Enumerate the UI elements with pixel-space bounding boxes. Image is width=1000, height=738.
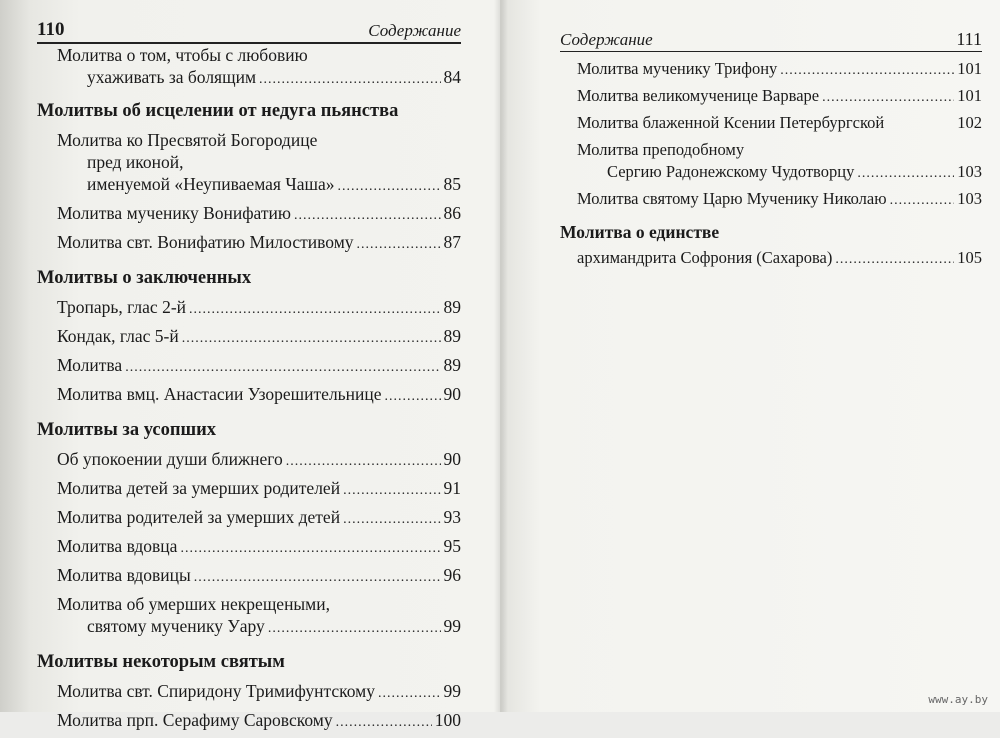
toc-entry-lastline <box>57 354 461 379</box>
toc-entry-lastline <box>57 296 461 321</box>
toc-section-heading: Молитвы некоторым святым <box>37 652 285 672</box>
dot-leader <box>835 249 954 271</box>
dot-leader <box>857 163 954 185</box>
toc-entry-title: Молитва мученику Вонифатию <box>57 203 291 223</box>
toc-entry-lastline <box>57 680 461 705</box>
toc-entry-title: Молитва вдовца <box>57 536 178 556</box>
dot-leader <box>343 480 440 502</box>
toc-page-number: 103 <box>957 162 982 181</box>
toc-entry-lastline <box>57 173 461 198</box>
dot-leader <box>780 60 954 82</box>
toc-entry-lastline <box>577 247 982 271</box>
toc-section-heading: Молитвы об исцелении от недуга пьянства <box>37 101 399 121</box>
toc-entry <box>37 296 461 321</box>
running-head-right <box>560 28 982 52</box>
toc-page-number: 91 <box>443 478 461 498</box>
toc-entry-lastline <box>577 85 982 109</box>
toc-entry <box>560 85 982 109</box>
toc-entry-line: Молитва преподобному <box>577 140 745 159</box>
toc-page-number: 99 <box>443 616 461 636</box>
dot-leader <box>385 386 441 408</box>
toc-entry-lastline <box>57 535 461 560</box>
toc-entry-title: Молитва детей за умерших родителей <box>57 478 341 498</box>
toc-entry-title: Об упокоении души ближнего <box>57 449 283 469</box>
toc-page-number: 100 <box>434 710 461 730</box>
dot-leader <box>268 618 441 640</box>
toc-entry <box>37 506 461 531</box>
dot-leader <box>337 176 440 198</box>
toc-entry-lastline <box>57 231 461 256</box>
toc-entry <box>37 709 461 734</box>
toc-entry-lastline <box>57 477 461 502</box>
toc-entry-lastline <box>577 58 982 82</box>
toc-entry-lastline <box>57 202 461 227</box>
running-title: Содержание <box>368 21 461 40</box>
toc-entry-title: Молитва вмц. Анастасии Узорешительнице <box>57 384 382 404</box>
toc-page-number: 84 <box>443 67 461 87</box>
toc-entry-title: Молитва святому Царю Мученику Николаю <box>577 189 887 208</box>
dot-leader <box>125 357 440 379</box>
toc-entry <box>560 247 982 271</box>
toc-page-number: 95 <box>443 536 461 556</box>
toc-entry-title: Молитва блаженной Ксении Петербургской <box>577 113 885 132</box>
toc-entry-line: пред иконой, <box>87 152 184 172</box>
book-gutter <box>494 0 508 712</box>
toc-page-number: 90 <box>443 449 461 469</box>
toc-entry <box>37 448 461 473</box>
toc-entry-title: Тропарь, глас 2-й <box>57 297 187 317</box>
toc-page-number: 87 <box>443 232 461 252</box>
toc-entry-title: Молитва <box>57 355 123 375</box>
toc-page-number: 101 <box>957 59 982 78</box>
toc-entry-title: Сергию Радонежскому Чудотворцу <box>607 162 855 181</box>
toc-entry-lastline <box>57 615 461 640</box>
toc-page-number: 89 <box>443 297 461 317</box>
toc-entry <box>560 112 982 136</box>
toc-section-heading: Молитвы о заключенных <box>37 268 252 288</box>
dot-leader <box>286 451 441 473</box>
toc-entry-lastline <box>57 325 461 350</box>
toc-entry <box>560 139 982 185</box>
toc-page-number: 103 <box>957 189 982 208</box>
toc-entry-lastline <box>577 188 982 212</box>
toc-entry-title: именуемой «Неупиваемая Чаша» <box>87 174 335 194</box>
toc-entry-title: Кондак, глас 5-й <box>57 326 179 346</box>
toc-list-left <box>37 44 461 738</box>
toc-entry <box>37 231 461 256</box>
toc-page-number: 86 <box>443 203 461 223</box>
toc-entry <box>37 129 461 198</box>
toc-entry <box>37 202 461 227</box>
dot-leader <box>294 205 441 227</box>
toc-entry <box>37 477 461 502</box>
left-page <box>0 0 500 730</box>
running-title: Содержание <box>560 30 653 49</box>
toc-entry-line: Молитва ко Пресвятой Богородице <box>57 130 318 150</box>
toc-page-number: 89 <box>443 326 461 346</box>
dot-leader <box>890 190 955 212</box>
toc-entry-title: Молитва прп. Серафиму Саровскому <box>57 710 333 730</box>
dot-leader <box>194 567 441 589</box>
toc-entry-lastline <box>57 506 461 531</box>
dot-leader <box>378 683 441 705</box>
toc-entry-lastline <box>57 383 461 408</box>
toc-page-number: 102 <box>957 113 982 132</box>
toc-entry-lastline <box>57 709 461 734</box>
toc-entry-lastline <box>577 161 982 185</box>
toc-entry-title: Молитва великомученице Варваре <box>577 86 820 105</box>
toc-entry <box>37 44 461 91</box>
toc-entry <box>37 593 461 640</box>
toc-entry <box>37 535 461 560</box>
toc-entry-title: Молитва вдовицы <box>57 565 191 585</box>
page-number: 110 <box>37 19 65 40</box>
toc-page-number: 105 <box>957 248 982 267</box>
running-head-left <box>37 10 461 44</box>
dot-leader <box>357 234 441 256</box>
dot-leader <box>822 87 954 109</box>
toc-entry <box>560 58 982 82</box>
toc-section-heading: Молитвы за усопших <box>37 420 217 440</box>
toc-entry-line: Молитва об умерших некрещеными, <box>57 594 331 614</box>
toc-entry-title: Молитва свт. Вонифатию Милостивому <box>57 232 354 252</box>
dot-leader <box>343 509 440 531</box>
toc-page-number: 99 <box>443 681 461 701</box>
toc-page-number: 89 <box>443 355 461 375</box>
watermark: www.ay.by <box>928 693 988 706</box>
toc-list-right <box>560 58 982 274</box>
toc-entry-title: архимандрита Софрония (Сахарова) <box>577 248 833 267</box>
toc-entry <box>37 680 461 705</box>
right-page <box>500 0 1000 712</box>
toc-section-heading: Молитва о единстве <box>560 222 720 242</box>
page-number: 111 <box>956 29 982 49</box>
toc-entry-title: ухаживать за болящим <box>87 67 257 87</box>
toc-entry <box>37 564 461 589</box>
toc-entry-title: Молитва свт. Спиридону Тримифунтскому <box>57 681 375 701</box>
toc-entry-title: Молитва мученику Трифону <box>577 59 778 78</box>
toc-page-number: 93 <box>443 507 461 527</box>
toc-entry-title: святому мученику Уару <box>87 616 265 636</box>
toc-entry <box>37 354 461 379</box>
toc-entry-lastline <box>57 448 461 473</box>
toc-entry-title: Молитва родителей за умерших детей <box>57 507 341 527</box>
toc-entry-lastline <box>57 564 461 589</box>
toc-page-number: 101 <box>957 86 982 105</box>
toc-page-number: 85 <box>443 174 461 194</box>
toc-page-number: 96 <box>443 565 461 585</box>
dot-leader <box>182 328 441 350</box>
dot-leader <box>336 712 432 734</box>
toc-page-number: 90 <box>443 384 461 404</box>
dot-leader <box>189 299 440 321</box>
toc-entry <box>37 383 461 408</box>
toc-entry-lastline <box>57 66 461 91</box>
dot-leader <box>180 538 440 560</box>
toc-entry <box>560 188 982 212</box>
toc-entry-lastline <box>577 112 982 136</box>
dot-leader <box>259 69 440 91</box>
toc-entry <box>37 325 461 350</box>
toc-entry-line: Молитва о том, чтобы с любовию <box>57 45 308 65</box>
